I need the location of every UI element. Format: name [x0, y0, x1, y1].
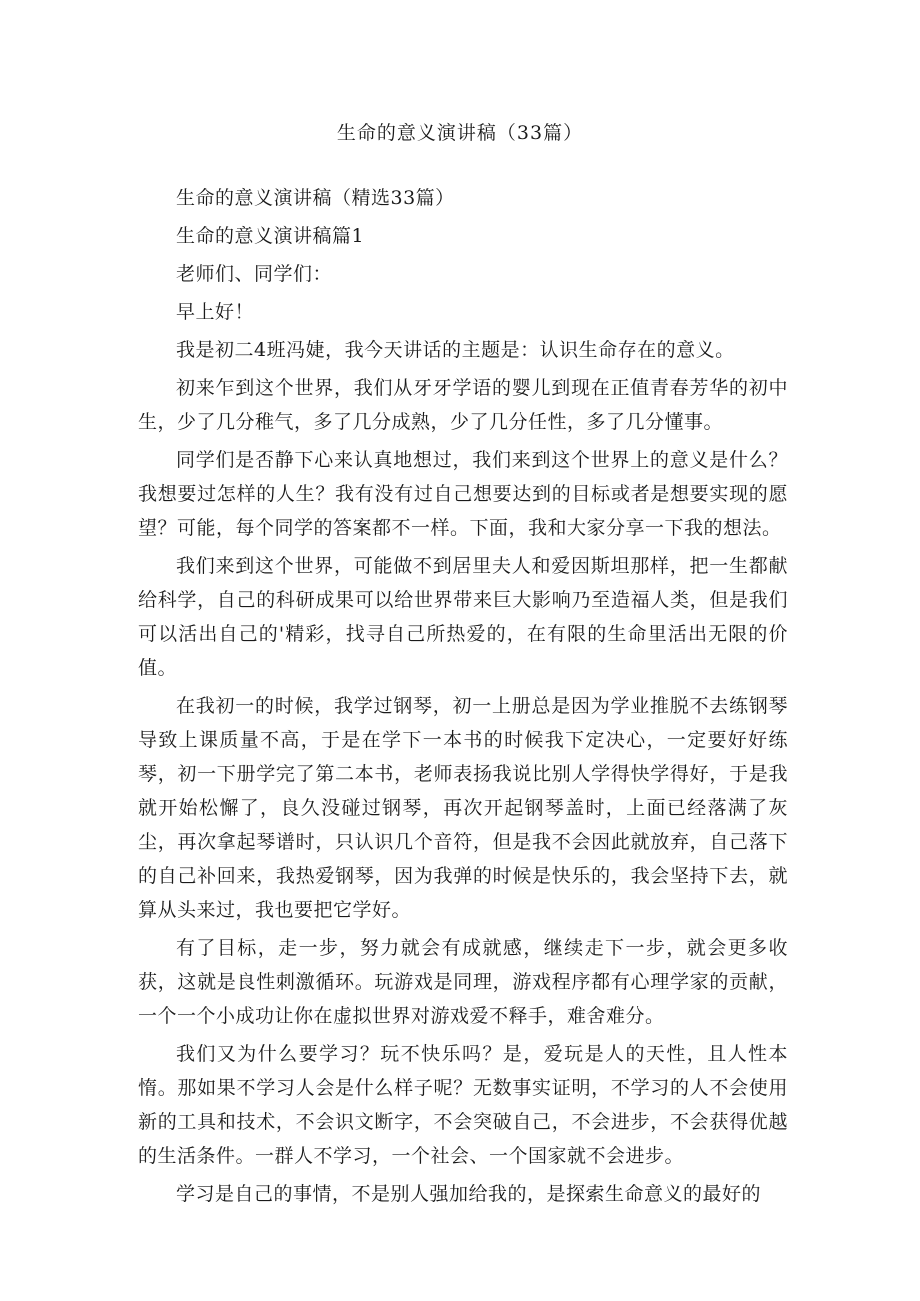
document-title: 生命的意义演讲稿（33篇）	[336, 122, 584, 144]
body-paragraph: 同学们是否静下心来认真地想过，我们来到这个世界上的意义是什么？我想要过怎样的人生？我有没有过自己想要达到的目标或者是想要实现的愿望？可能，每个同学的答案都不一样。下面，我和大家分享一下我的想法。	[138, 449, 788, 539]
body-paragraph: 初来乍到这个世界，我们从牙牙学语的婴儿到现在正值青春芳华的初中生，少了几分稚气，多了几分成熟，少了几分任性，多了几分懂事。	[138, 377, 788, 433]
body-paragraph: 在我初一的时候，我学过钢琴，初一上册总是因为学业推脱不去练钢琴导致上课质量不高，于是在学下一本书的时候我下定决心，一定要好好练琴，初一下册学完了第二本书，老师表扬我说比别人学得快学得好，于是我就开始松懈了，良久没碰过钢琴，再次开起钢琴盖时，上面已经落满了灰尘，再次拿起琴谱时，只认识几个音符，但是我不会因此就放弃，自己落下的自己补回来，我热爱钢琴，因为我弹的时候是快乐的，我会坚持下去，就算从头来过，我也要把它学好。	[138, 695, 788, 921]
body-paragraph: 我们又为什么要学习？玩不快乐吗？是，爱玩是人的天性，且人性本惰。那如果不学习人会是什么样子呢？无数事实证明，不学习的人不会使用新的工具和技术，不会识文断字，不会突破自己，不会进步，不会获得优越的生活条件。一群人不学习，一个社会、一个国家就不会进步。	[138, 1043, 788, 1167]
document-body	[138, 181, 788, 1215]
body-paragraph: 我是初二4班冯婕，我今天讲话的主题是：认识生命存在的意义。	[176, 339, 735, 361]
body-paragraph: 学习是自己的事情，不是别人强加给我的，是探索生命意义的最好的	[176, 1183, 762, 1205]
body-paragraph: 有了目标，走一步，努力就会有成就感，继续走下一步，就会更多收获，这就是良性刺激循环。玩游戏是同理，游戏程序都有心理学家的贡献，一个一个小成功让你在虚拟世界对游戏爱不释手，难舍难分。	[138, 937, 788, 1027]
greeting-paragraph: 早上好！	[176, 301, 255, 323]
section-heading: 生命的意义演讲稿篇1	[176, 225, 365, 247]
salutation-paragraph: 老师们、同学们：	[176, 263, 333, 285]
subtitle-paragraph: 生命的意义演讲稿（精选33篇）	[176, 187, 455, 209]
body-paragraph: 我们来到这个世界，可能做不到居里夫人和爱因斯坦那样，把一生都献给科学，自己的科研成果可以给世界带来巨大影响乃至造福人类，但是我们可以活出自己的'精彩，找寻自己所热爱的，在有限的生命里活出无限的价值。	[138, 555, 788, 679]
